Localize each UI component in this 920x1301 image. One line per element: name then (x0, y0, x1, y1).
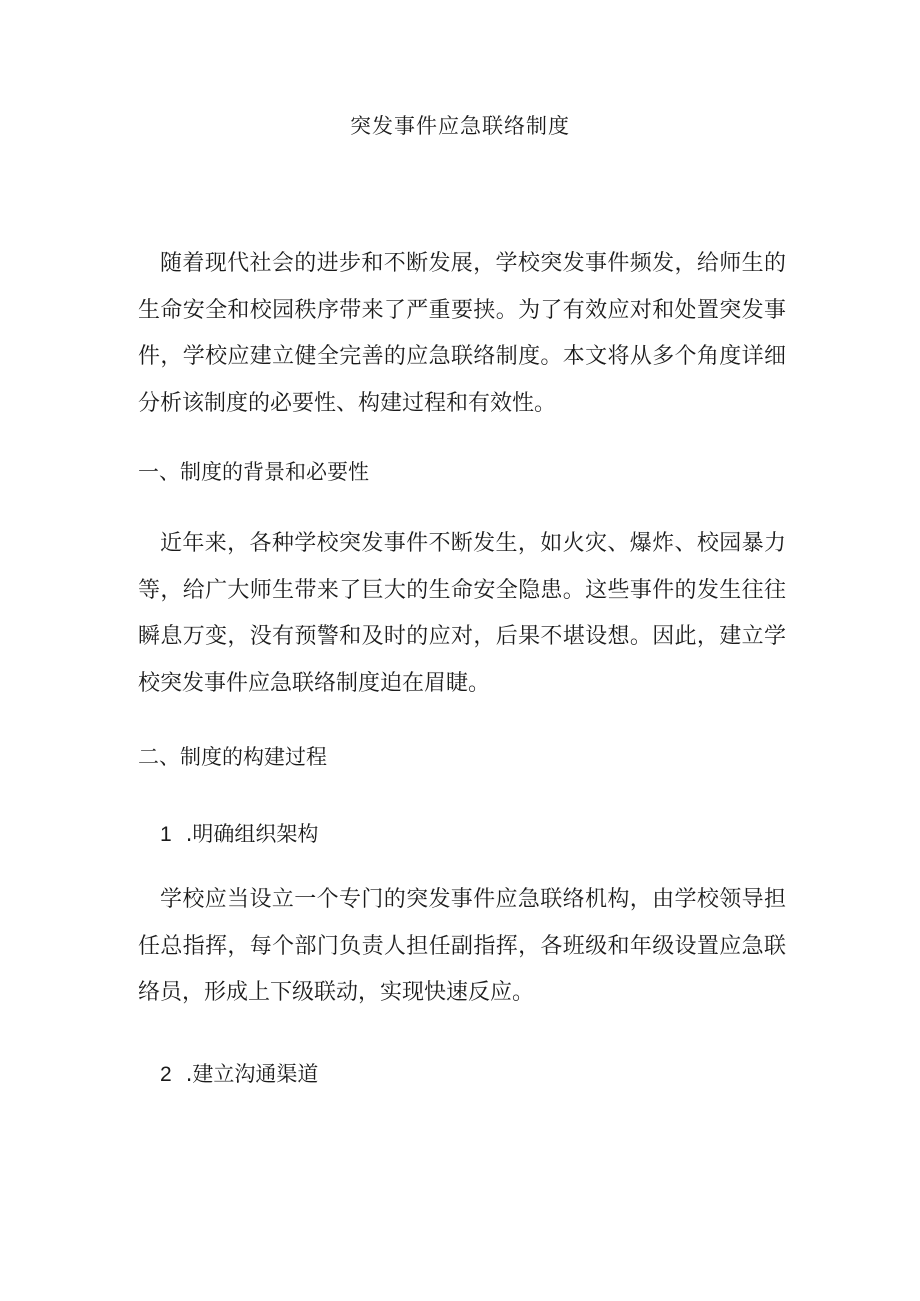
section-1-heading: 一、制度的背景和必要性 (138, 460, 369, 484)
subsection-1-number: 1 (160, 823, 172, 846)
document-title: 突发事件应急联络制度 (350, 114, 570, 138)
section-2-heading: 二、制度的构建过程 (138, 745, 327, 769)
subsection-1-paragraph: 学校应当设立一个专门的突发事件应急联络机构，由学校领导担任总指挥，每个部门负责人担任副指挥，各班级和年级设置应急联络员，形成上下级联动，实现快速反应。 (138, 887, 786, 1005)
subsection-1-heading (160, 816, 760, 853)
subsection-2-number: 2 (160, 1063, 172, 1086)
section-1-paragraph: 近年来，各种学校突发事件不断发生，如火灾、爆炸、校园暴力等，给广大师生带来了巨大的生命安全隐患。这些事件的发生往往瞬息万变，没有预警和及时的应对，后果不堪设想。因此，建立学校突发事件应急联络制度迫在眉睫。 (138, 531, 786, 696)
intro-paragraph: 随着现代社会的进步和不断发展，学校突发事件频发，给师生的生命安全和校园秩序带来了严重要挟。为了有效应对和处置突发事件，学校应建立健全完善的应急联络制度。本文将从多个角度详细分析该制度的必要性、构建过程和有效性。 (138, 251, 786, 416)
subsection-2-heading (160, 1056, 760, 1093)
subsection-1-title: .明确组织架构 (185, 822, 319, 846)
subsection-2-title: .建立沟通渠道 (185, 1062, 319, 1086)
